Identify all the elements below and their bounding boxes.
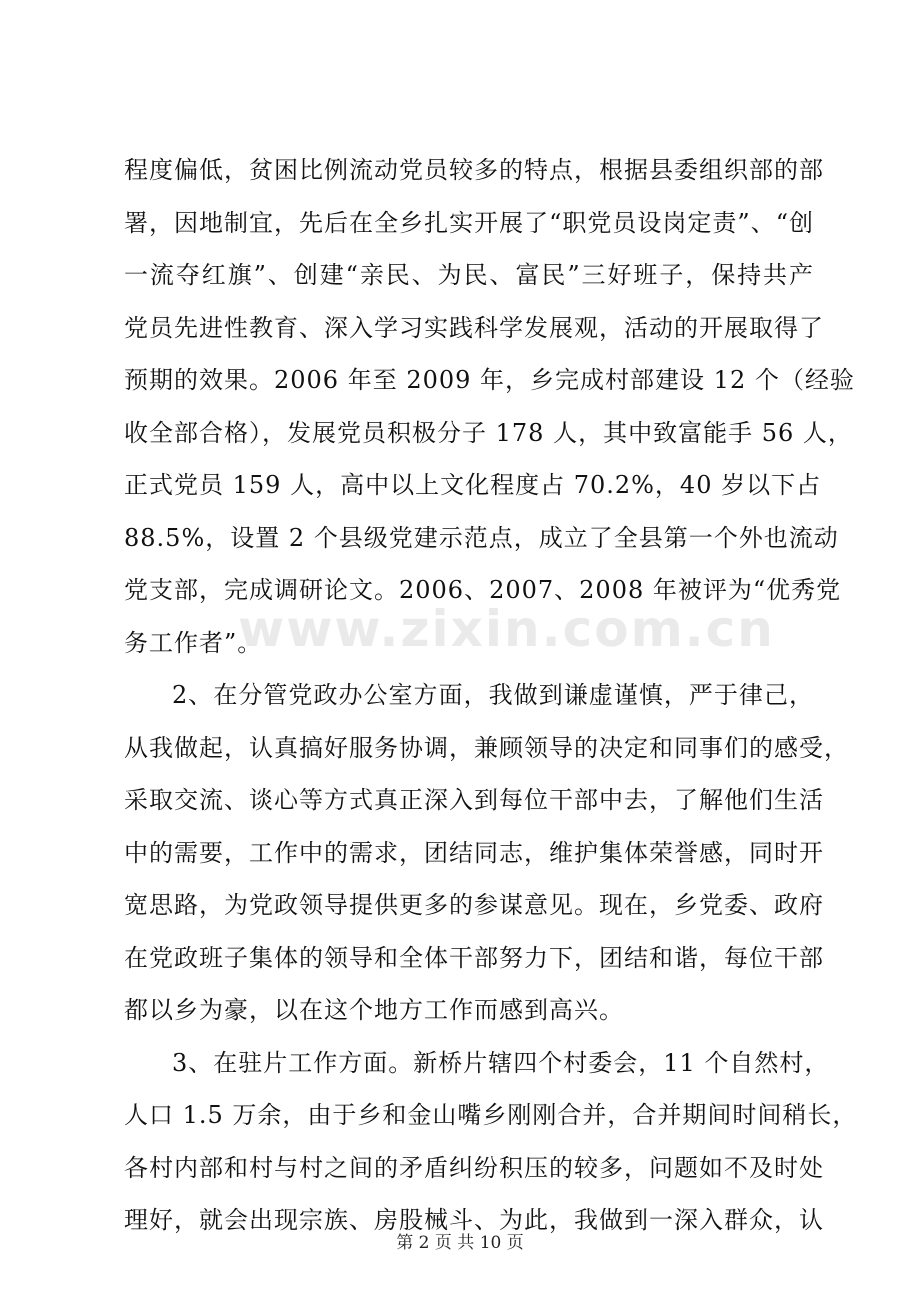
text-line: 采取交流、谈心等方式真正深入到每位干部中去，了解他们生活 [124, 786, 824, 814]
text-line: 一流夺红旗”、创建“亲民、为民、富民”三好班子，保持共产 [124, 261, 814, 289]
watermark: www.zixin.com.cn [238, 600, 775, 658]
paragraph [124, 144, 855, 669]
text-line: 中的需要，工作中的需求，团结同志，维护集体荣誉感，同时开 [124, 838, 824, 867]
text-line: 人口 1.5 万余，由于乡和金山嘴乡刚刚合并，合并期间时间稍长， [124, 1101, 858, 1129]
page-footer: 第 2 页 共 10 页 [396, 1233, 524, 1253]
text-line: 收全部合格），发展党员积极分子 178 人，其中致富能手 56 人， [124, 418, 853, 447]
text-line: 党员先进性教育、深入学习实践科学发展观，活动的开展取得了 [124, 313, 824, 342]
text-line: 2、在分管党政办公室方面，我做到谦虚谨慎，严于律己， [172, 681, 814, 709]
text-line: 88.5%，设置 2 个县级党建示范点，成立了全县第一个外也流动 [124, 523, 839, 552]
text-line: 在党政班子集体的领导和全体干部努力下，团结和谐，每位干部 [124, 943, 824, 972]
text-line: 从我做起，认真搞好服务协调，兼顾领导的决定和同事们的感受， [124, 733, 849, 762]
text-line: 正式党员 159 人，高中以上文化程度占 70.2%，40 岁以下占 [124, 471, 822, 499]
paragraph [124, 1037, 858, 1247]
text-line: 党支部，完成调研论文。2006、2007、2008 年被评为“优秀党 [124, 576, 842, 604]
text-line: 程度偏低，贫困比例流动党员较多的特点，根据县委组织部的部 [124, 156, 824, 184]
text-line: 理好，就会出现宗族、房股械斗、为此，我做到一深入群众，认 [124, 1206, 824, 1234]
text-line: 都以乡为豪，以在这个地方工作而感到高兴。 [124, 996, 624, 1024]
text-line: 务工作者”。 [124, 628, 263, 657]
text-line: 3、在驻片工作方面。新桥片辖四个村委会，11 个自然村， [172, 1048, 830, 1077]
paragraph [124, 669, 849, 1037]
document-body [124, 144, 858, 1247]
text-line: 预期的效果。2006 年至 2009 年，乡完成村部建设 12 个（经验 [124, 366, 855, 394]
text-line: 署，因地制宜，先后在全乡扎实开展了“职党员设岗定责”、“创 [124, 208, 814, 237]
text-line: 各村内部和村与村之间的矛盾纠纷积压的较多，问题如不及时处 [124, 1153, 824, 1182]
text-line: 宽思路，为党政领导提供更多的参谋意见。现在，乡党委、政府 [124, 891, 824, 919]
